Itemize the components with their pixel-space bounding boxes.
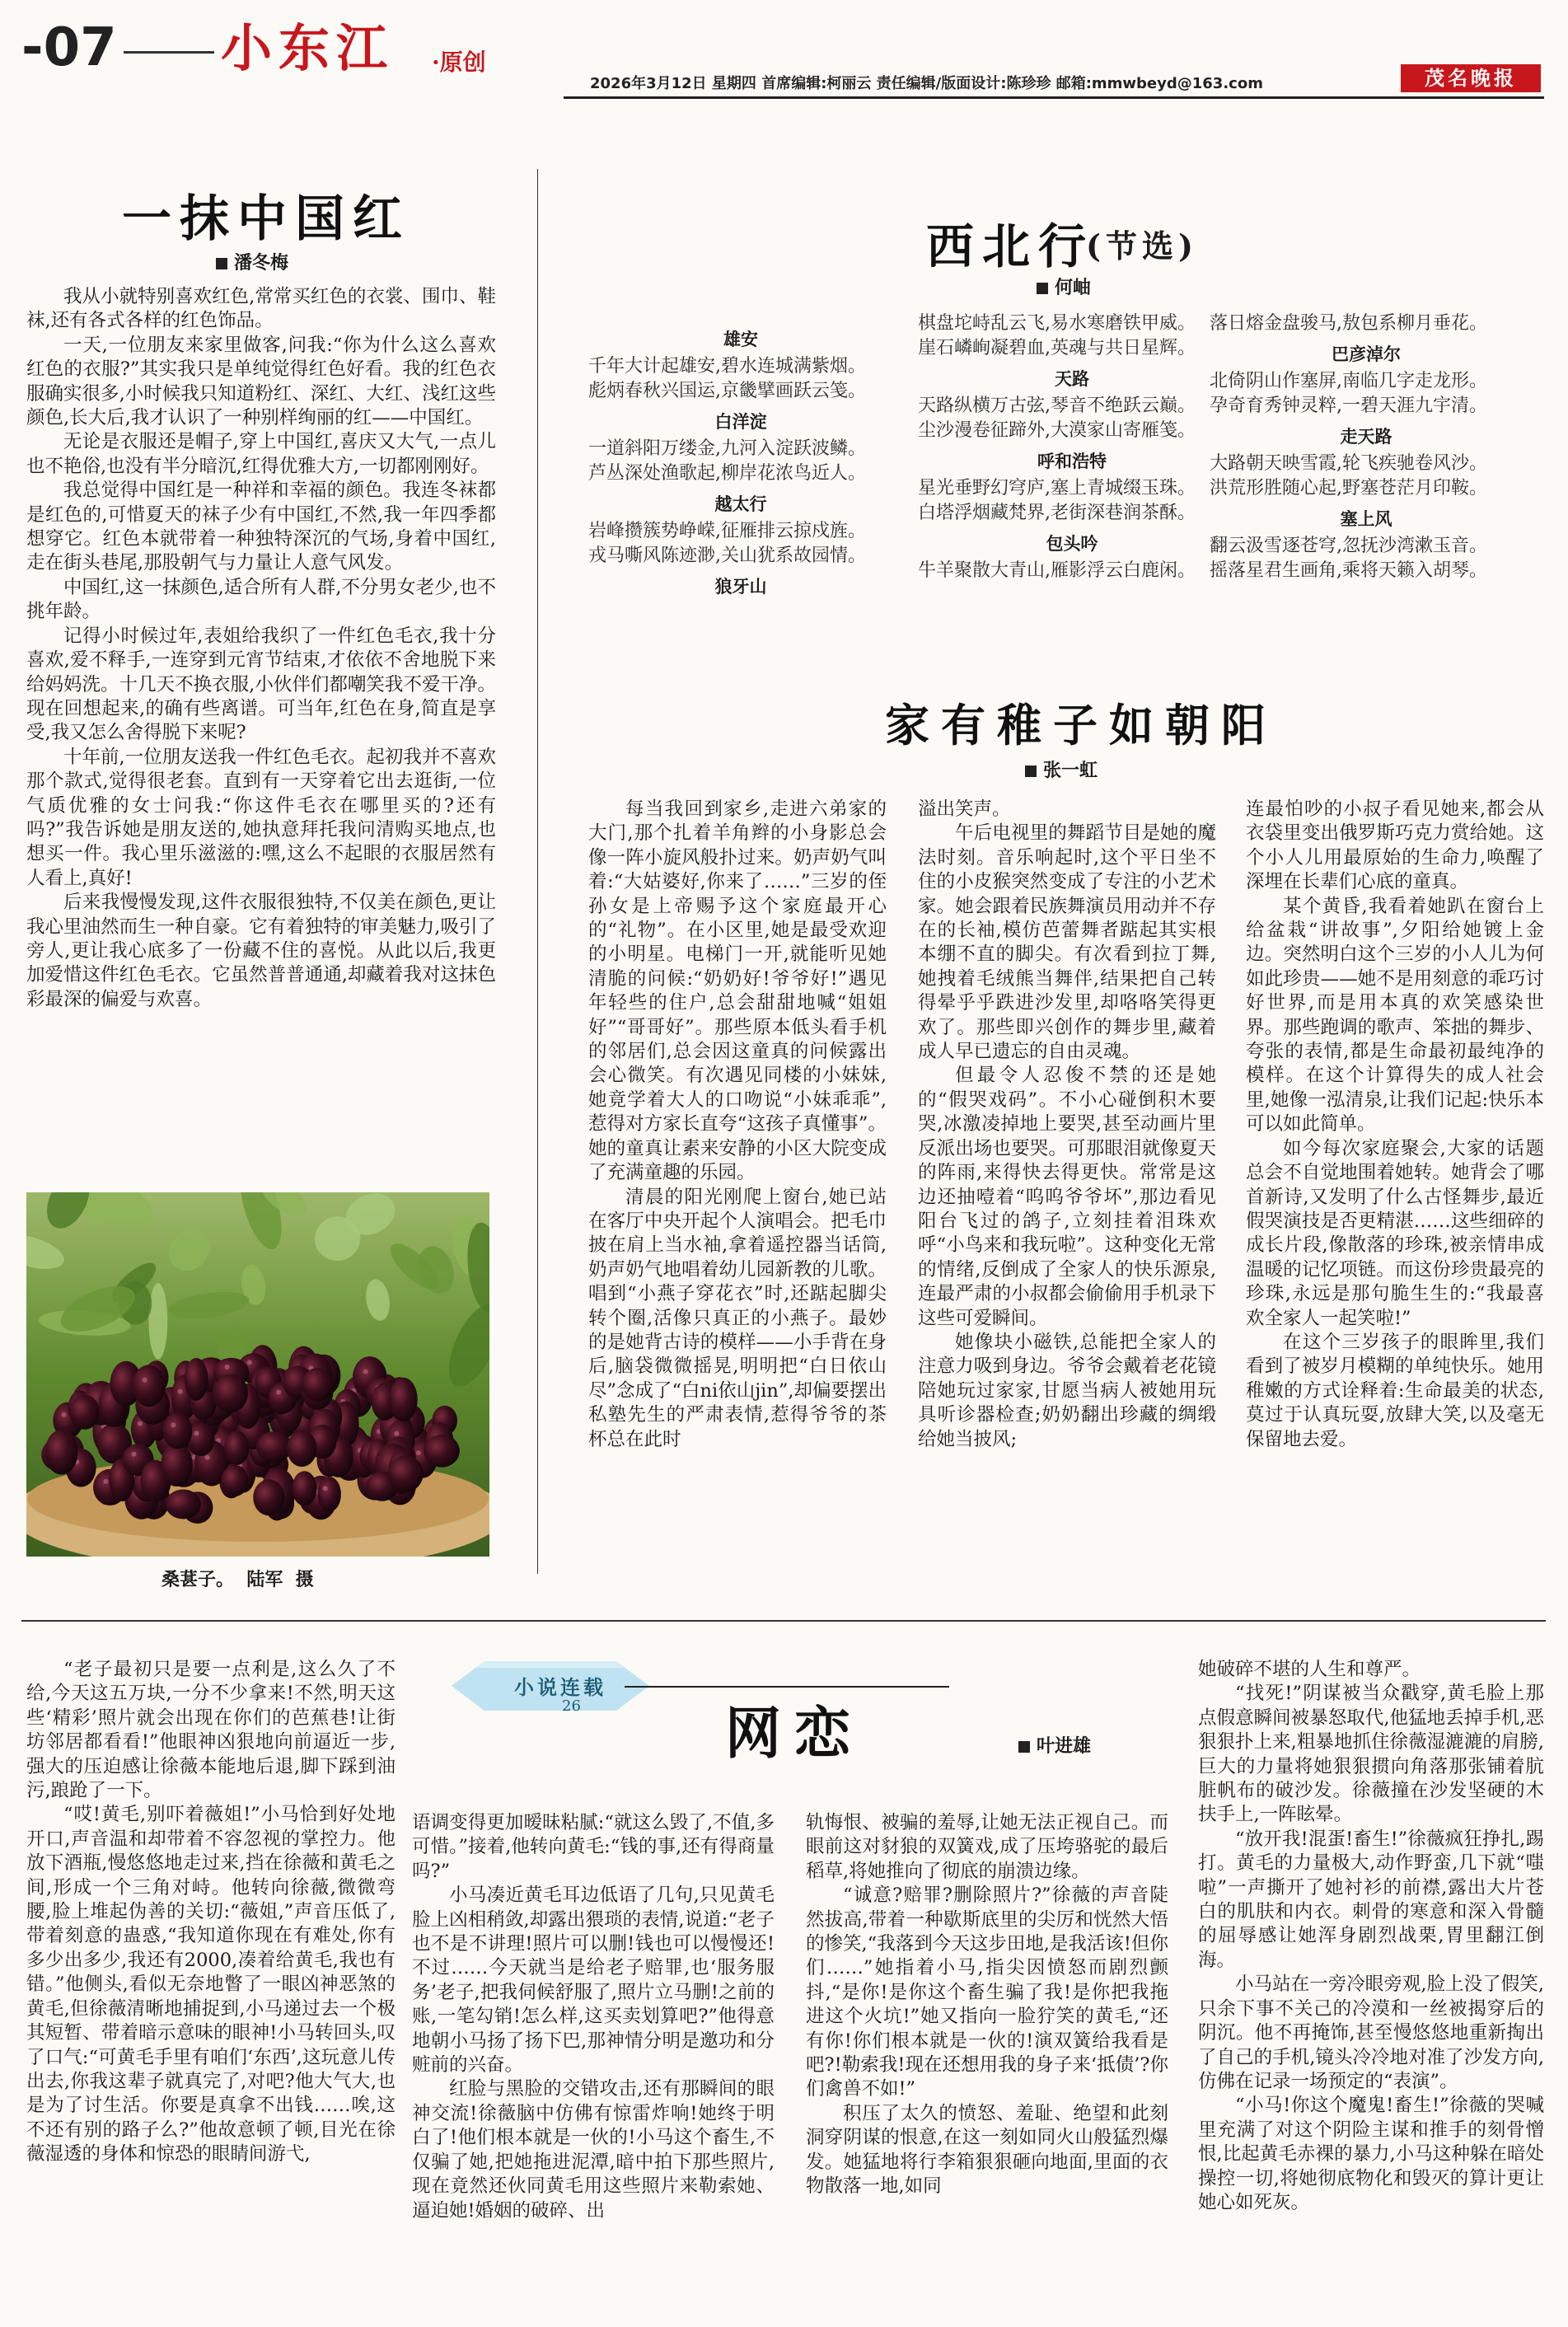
mulberry: [69, 1395, 100, 1430]
mulberry: [293, 1471, 317, 1505]
berry-highlight: [225, 1365, 230, 1370]
poem-title: 巴彦淖尔: [1332, 344, 1401, 364]
mulberry: [221, 1465, 248, 1496]
author-northwest: 何岫: [1055, 278, 1092, 298]
poem-line: 摇落星君生画角,乘将天籁入胡琴。: [1210, 560, 1487, 581]
poem-line: 岩峰攒簇势峥嵘,征雁排云掠戍旌。: [588, 521, 866, 541]
author-red: 潘冬梅: [234, 253, 289, 274]
paragraph: 但最令人忍俊不禁的还是她的“假哭戏码”。不小心碰倒积木要哭,冰激凌掉地上要哭,甚至动画片里反派出场也要哭。可那眼泪就像夏天的阵雨,来得快去得更快。常常是这边还抽噎着“呜呜爷爷坏”,那边看见阳台飞过的鸽子,立刻挂着泪珠欢呼“小鸟来和我玩啦”。这种变化无常的情绪,反倒成了全家人的快乐源泉,连最严肃的小叔都会偷偷用手机录下这些可爱瞬间。: [918, 1065, 1216, 1329]
paragraph: “老子最初只是要一点利是,这么久了不给,今天这五万块,一分不少拿来!不然,明天这些‘精彩’照片就会出现在你们的芭蕉巷!让街坊邻居都看看!”他眼神凶狠地向前逼近一步,强大的压迫感让徐薇本能地后退,脚下踩到油污,踉跄了一下。: [26, 1659, 396, 1802]
berry-highlight: [62, 1412, 67, 1417]
page-number: -07: [21, 17, 117, 78]
berry-highlight: [363, 1370, 368, 1374]
article-child-column-3: [1246, 798, 1544, 1580]
paragraph: 午后电视里的舞蹈节目是她的魔法时刻。音乐响起时,这个平日坐不住的小皮猴突然变成了专注的小艺术家。她会跟着民族舞演员用动并不存在的长袖,模仿芭蕾舞者踮起其实根本绷不直的脚尖。有次看到拉丁舞,她拽着毛绒熊当舞伴,结果把自己转得晕乎乎跌进沙发里,却咯咯笑得更欢了。那些即兴创作的舞步里,藏着成人早已遗忘的自由灵魂。: [918, 822, 1216, 1063]
poem-title: 越太行: [714, 494, 767, 514]
paragraph: 十年前,一位朋友送我一件红色毛衣。起初我并不喜欢那个款式,觉得很老套。直到有一天穿着它出去逛街,一位气质优雅的女士问我:“你这件毛衣在哪里买的?还有吗?”我告诉她是朋友送的,她执意拜托我问清购买地点,也想买一件。我心里乐滋滋的:嘿,这么不起眼的衣服居然有人看上,真好!: [26, 746, 496, 889]
berry-highlight: [394, 1431, 399, 1436]
berry-highlight: [103, 1479, 108, 1484]
mulberry: [213, 1374, 248, 1412]
mulberry: [163, 1412, 193, 1449]
poem-line: 星光垂野幻穹庐,塞上青城缀玉珠。: [918, 478, 1196, 499]
berry-highlight: [205, 1455, 210, 1460]
mulberry: [388, 1456, 424, 1492]
paragraph: “放开我!混蛋!畜生!”徐薇疯狂挣扎,踢打。黄毛的力量极大,动作野蛮,几下就“嗤啦”一声撕开了她衬衫的前襟,露出大片苍白的肌肤和内衣。刺骨的寒意和深入骨髓的屈辱感让她浑身剧烈战栗,胃里翻江倒海。: [1198, 1828, 1544, 1971]
paper-logo: 茂名晚报: [1401, 64, 1541, 92]
poem-title: 呼和浩特: [1037, 452, 1107, 471]
mulberry: [318, 1477, 341, 1512]
poem-line: 洪荒形胜随心起,野塞苍茫月印鞍。: [1210, 478, 1487, 499]
paragraph: 如今每次家庭聚会,大家的话题总会不自觉地围着她转。她背会了哪首新诗,又发明了什么古怪舞步,最近假哭演技是否更精湛……这些细碎的成长片段,像散落的珍珠,被亲情串成温暖的记忆项链。而这份珍贵最亮的珍珠,永远是那句脆生生的:“我最喜欢全家人一起笑啦!”: [1246, 1137, 1544, 1329]
mulberry: [133, 1365, 166, 1407]
section-divider: [21, 1620, 1546, 1622]
byline-novel: [1018, 1732, 1091, 1758]
poem-line: 戎马嘶风陈迹渺,关山犹系故园情。: [588, 545, 866, 566]
paragraph: 红脸与黑脸的交错攻击,还有那瞬间的眼神交流!徐薇脑中仿佛有惊雷炸响!她终于明白了!他们根本就是一伙的!小马这个畜生,不仅骗了她,把她拖进泥潭,暗中拍下那些照片,现在竟然还伙同黄毛用这些照片来勒索她、逼迫她!婚姻的破碎、出: [412, 2078, 775, 2222]
mulberry: [161, 1443, 193, 1487]
berry-highlight: [138, 1421, 143, 1426]
column-divider: [537, 169, 538, 1574]
article-subtitle-northwest: (节选): [1086, 227, 1198, 265]
mulberry-photo: [26, 1192, 489, 1557]
novel-column-2: [412, 1811, 775, 2317]
serial-tag: 小说连载: [514, 1675, 606, 1699]
byline-child: [1025, 756, 1098, 782]
poem-line: 白塔浮烟藏梵界,老街深巷润茶酥。: [918, 503, 1196, 523]
mulberry: [45, 1430, 78, 1475]
berry-highlight: [132, 1452, 137, 1457]
paragraph: 我总觉得中国红是一种祥和幸福的颜色。我连冬袜都是红色的,可惜夏天的袜子少有中国红,不然,我一年四季都想穿它。红色本就带着一种独特深沉的气场,身着中国红,走在街头巷尾,那股朝气与力量让人意气风发。: [26, 480, 496, 574]
leaf: [148, 1283, 167, 1360]
mulberry: [302, 1368, 333, 1402]
poem-line: 落日熔金盘骏马,敖包系柳月垂花。: [1210, 313, 1487, 334]
paragraph: 小马站在一旁冷眼旁观,脸上没了假笑,只余下事不关己的冷漠和一丝被揭穿后的阴沉。他不再掩饰,甚至慢悠悠地重新掏出了自己的手机,镜头冷冷地对准了沙发方向,仿佛在记录一场预定的“表演”。: [1198, 1974, 1544, 2092]
poem-line: 尘沙漫卷征蹄外,大漠家山寄雁笺。: [918, 420, 1196, 441]
poem-line: 翻云汲雪逐苍穹,忽抚沙湾漱玉音。: [1210, 536, 1487, 556]
paragraph: “找死!”阴谋被当众戳穿,黄毛脸上那点假意瞬间被暴怒取代,他猛地丢掉手机,恶狠狠扑上来,粗暴地抓住徐薇湿漉漉的肩膀,巨大的力量将她狠狠掼向角落那张铺着肮脏帆布的破沙发。徐薇撞在沙发坚硬的木扶手上,一阵眩晕。: [1198, 1683, 1544, 1826]
mulberry: [287, 1430, 316, 1467]
poem-line: 孕奇育秀钟灵粹,一碧天涯九宇清。: [1210, 396, 1487, 416]
header-rule: [564, 96, 1544, 99]
article-body-red: [26, 285, 496, 1183]
section-tag: ·原创: [432, 49, 486, 76]
poem-title: 雄安: [723, 330, 758, 349]
byline-marker: [1018, 1741, 1030, 1753]
berry-highlight: [194, 1431, 199, 1436]
berry-highlight: [416, 1450, 421, 1455]
byline-marker: [1025, 766, 1037, 777]
photo-caption: 桑葚子。 陆军 摄: [161, 1570, 314, 1590]
paragraph: 她破碎不堪的人生和尊严。: [1198, 1659, 1421, 1680]
berry-highlight: [178, 1389, 183, 1394]
poem-title: 包头吟: [1046, 534, 1098, 554]
poem-column-3: [1210, 311, 1523, 583]
section-name: 小东江: [221, 18, 395, 78]
berry-highlight: [323, 1486, 328, 1491]
poem-title: 塞上风: [1340, 509, 1392, 529]
article-title-northwest: 西北行: [926, 218, 1095, 274]
poem-title: 天路: [1055, 369, 1089, 389]
poem-title: 狼牙山: [714, 577, 767, 597]
byline-marker: [1037, 283, 1048, 294]
paragraph: 溢出笑声。: [918, 798, 1011, 820]
poem-column-2: [918, 311, 1226, 583]
mulberry: [389, 1378, 417, 1421]
byline-red: [216, 249, 288, 274]
paragraph: 她像块小磁铁,总能把全家人的注意力吸到身边。爷爷会戴着老花镜陪她玩过家家,甘愿当病人被她用玩具听诊器检查;奶奶翻出珍藏的绸缎给她当披风;: [918, 1331, 1216, 1450]
mulberry: [253, 1479, 284, 1515]
mulberry: [185, 1358, 208, 1401]
novel-column-1: [26, 1658, 396, 2317]
paragraph: 清晨的阳光刚爬上窗台,她已站在客厅中央开起个人演唱会。把毛巾披在肩上当水袖,拿着遥控器当话筒,奶声奶气地唱着幼儿园新教的儿歌。唱到“小燕子穿花衣”时,还踮起脚尖转个圈,活像只真正的小燕子。最妙的是她背古诗的模样——小手背在身后,脑袋微微摇晃,明明把“白日依山尽”念成了“白ni依山jin”,却偏要摆出私塾先生的严肃表情,惹得爷爷的茶杯总在此时: [588, 1186, 887, 1450]
paragraph: 语调变得更加暧昧粘腻:“就这么毁了,不值,多可惜。”接着,他转向黄毛:“钱的事,还有得商量吗?”: [412, 1812, 775, 1882]
article-title-child: 家有稚子如朝阳: [885, 699, 1277, 751]
poem-line: 彪炳春秋兴国运,京畿擘画跃云笺。: [588, 381, 866, 401]
paragraph: 在这个三岁孩子的眼眸里,我们看到了被岁月模糊的单纯快乐。她用稚嫩的方式诠释着:生命最美的状态,莫过于认真玩耍,放肆大笑,以及毫无保留地去爱。: [1246, 1331, 1544, 1450]
paragraph: 我从小就特别喜欢红色,常常买红色的衣裳、围巾、鞋袜,还有各式各样的红色饰品。: [26, 286, 496, 332]
header-info: 2026年3月12日 星期四 首席编辑:柯丽云 责任编辑/版面设计:陈珍珍 邮箱:mmwbeyd@163.com: [590, 75, 1263, 92]
poem-line: 千年大计起雄安,碧水连城满紫烟。: [588, 356, 866, 377]
serial-rule: [625, 1686, 949, 1688]
mulberry: [424, 1435, 460, 1468]
paragraph: 积压了太久的愤怒、羞耻、绝望和此刻洞穿阴谋的恨意,在这一刻如同火山般猛烈爆发。她猛地将行李箱狠狠砸向地面,里面的衣物散落一地,如同: [806, 2102, 1168, 2198]
paragraph: 中国红,这一抹颜色,适合所有人群,不分男女老少,也不挑年龄。: [26, 576, 496, 623]
paragraph: “诚意?赔罪?删除照片?”徐薇的声音陡然拔高,带着一种歇斯底里的尖厉和恍然大悟的惨笑,“我落到今天这步田地,是我活该!但你们……”她指着小马,指尖因愤怒而剧烈颤抖,“是你!是你这个畜生骗了我!是你把我拖进这个火坑!”她又指向一脸狞笑的黄毛,“还有你!你们根本就是一伙的!演双簧给我看是吧?!勒索我!现在还想用我的身子来‘抵债’?你们禽兽不如!”: [806, 1885, 1168, 2100]
mulberry: [256, 1431, 293, 1463]
author-child: 张一虹: [1043, 761, 1098, 781]
paragraph: 小马凑近黄毛耳边低语了几句,只见黄毛脸上凶相稍敛,却露出猥琐的表情,说道:“老子也不是不讲理!照片可以删!钱也可以慢慢还!不过……今天就当是给老子赔罪,也‘服务服务’老子,把我伺候舒服了,照片立马删!之前的账,一笔勾销!怎么样,这买卖划算吧?”他得意地朝小马扬了扬下巴,那神情分明是邀功和分赃前的兴奋。: [412, 1885, 775, 2077]
paragraph: 后来我慢慢发现,这件衣服很独特,不仅美在颜色,更让我心里油然而生一种自豪。它有着独特的审美魅力,吸引了旁人,更让我心底多了一份藏不住的喜悦。从此以后,我更加爱惜这件红色毛衣。它虽然普普通通,却藏着我对这抹色彩最深的偏爱与欢喜。: [26, 892, 496, 1010]
serial-number: 26: [562, 1697, 581, 1715]
poem-line: 棋盘坨峙乱云飞,易水寒磨铁甲威。: [918, 313, 1196, 334]
berry-highlight: [143, 1378, 147, 1383]
berry-highlight: [247, 1360, 252, 1365]
header-dash: [124, 51, 214, 54]
paragraph: 每当我回到家乡,走进六弟家的大门,那个扎着羊角辫的小身影总会像一阵小旋风般扑过来。奶声奶气叫着:“大姑婆好,你来了……”三岁的侄孙女是上帝赐予这个家庭最开心的“礼物”。在小区里,她是最受欢迎的小明星。电梯门一开,就能听见她清脆的问候:“奶奶好!爷爷好!”遇见年轻些的住户,总会甜甜地喊“姐姐好”“哥哥好”。那些原本低头看手机的邻居们,总会因这童真的问候露出会心微笑。有次遇见同楼的小妹妹,她竟学着大人的口吻说“小妹乖乖”,惹得对方家长直夸“这孩子真懂事”。她的童真让素来安静的小区大院变成了充满童趣的乐园。: [588, 798, 887, 1184]
paragraph: 轨悔恨、被骗的羞辱,让她无法正视自己。而眼前这对豺狼的双簧戏,成了压垮骆驼的最后稻草,将她推向了彻底的崩溃边缘。: [806, 1812, 1168, 1882]
novel-column-3: [806, 1811, 1168, 2317]
paragraph: 无论是衣服还是帽子,穿上中国红,喜庆又大气,一点儿也不艳俗,也没有半分暗沉,红得优雅大方,一切都刚刚好。: [26, 431, 496, 477]
poem-line: 天路纵横万古弦,琴音不绝跃云巅。: [918, 396, 1196, 416]
author-novel: 叶进雄: [1037, 1736, 1092, 1757]
paragraph: 某个黄昏,我看着她趴在窗台上给盆栽“讲故事”,夕阳给她镀上金边。突然明白这个三岁的小人儿为何如此珍贵——她不是用刻意的乖巧讨好世界,而是用本真的欢笑感染世界。那些跑调的歌声、笨拙的舞步、夸张的表情,都是生命最初最纯净的模样。在这个计算得失的成人社会里,她像一泓清泉,让我们记起:快乐本可以如此简单。: [1246, 895, 1544, 1135]
poem-title: 走天路: [1340, 427, 1392, 447]
paragraph: 连最怕吵的小叔子看见她来,都会从衣袋里变出俄罗斯巧克力赏给她。这个小人儿用最原始的生命力,唤醒了深埋在长辈们心底的童真。: [1246, 798, 1544, 893]
berry-highlight: [171, 1422, 176, 1427]
article-title-red: 一抹中国红: [122, 190, 410, 248]
paragraph: “小马!你这个魔鬼!畜生!”徐薇的哭喊里充满了对这个阴险主谋和推手的刻骨憎恨,比起黄毛赤裸的暴力,小马这种躲在暗处操控一切,将她彻底物化和毁灭的算计更让她心如死灰。: [1198, 2095, 1544, 2213]
poem-column-1: [588, 321, 893, 602]
byline-marker: [216, 258, 227, 269]
poem-line: 芦丛深处渔歌起,柳岸花浓鸟近人。: [588, 463, 866, 484]
poem-line: 北倚阴山作塞屏,南临几字走龙形。: [1210, 371, 1487, 391]
byline-northwest: [1037, 274, 1091, 299]
novel-column-4: [1198, 1658, 1544, 2317]
paragraph: 一天,一位朋友来家里做客,问我:“你为什么这么喜欢红色的衣服?”其实我只是单纯觉得红色好看。我的红色衣服确实很多,小时候我只知道粉红、深红、大红、浅红这些颜色,长大后,我才认识了一种别样绚丽的红——中国红。: [26, 334, 496, 429]
mulberry: [166, 1490, 201, 1519]
article-child-column-1: [588, 798, 887, 1580]
berry-highlight: [276, 1390, 281, 1395]
paragraph: “哎!黄毛,别吓着薇姐!”小马恰到好处地开口,声音温和却带着不容忽视的掌控力。他放下酒瓶,慢悠悠地走过来,挡在徐薇和黄毛之间,形成一个三角对峙。他转向徐薇,微微弯腰,脸上堆起伪善的关切:“薇姐,”声音压低了,带着刻意的蛊惑,“我知道你现在有难处,你有多少出多少,我还有2000,凑着给黄毛,我也有错。”他侧头,看似无奈地瞥了一眼凶神恶煞的黄毛,但徐薇清晰地捕捉到,小马递过去一个极其短暂、带着暗示意味的眼神!小马转回头,叹了口气:“可黄毛手里有咱们‘东西’,这玩意儿传出去,你我这辈子就真完了,对吧?他大气大,也是为了讨生活。你要是真拿不出钱……唉,这不还有别的路子么?”他故意顿了顿,目光在徐薇湿透的身体和惊恐的眼睛间游弋,: [26, 1804, 396, 2165]
novel-title: 网恋: [725, 1701, 864, 1767]
poem-line: 牛羊聚散大青山,雁影浮云白鹿闲。: [918, 560, 1196, 581]
mulberry-illustration: [26, 1192, 489, 1557]
article-child-column-2: [918, 798, 1216, 1580]
poem-title: 白洋淀: [714, 412, 767, 432]
poem-line: 大路朝天映雪霞,轮飞疾驰卷风沙。: [1210, 453, 1487, 474]
mulberry: [224, 1430, 249, 1465]
poem-line: 一道斜阳万缕金,九河入淀跃波鳞。: [588, 438, 866, 459]
poem-line: 崖石嶙峋凝碧血,英魂与共日星辉。: [918, 338, 1196, 358]
paragraph: 记得小时候过年,表姐给我织了一件红色毛衣,我十分喜欢,爱不释手,一连穿到元宵节结束,才依依不舍地脱下来给妈妈洗。十几天不换衣服,小伙伴们都嘲笑我不爱干净。现在回想起来,的确有些离谱。可当年,红色在身,简直是享受,我又怎么舍得脱下来呢?: [26, 625, 496, 744]
